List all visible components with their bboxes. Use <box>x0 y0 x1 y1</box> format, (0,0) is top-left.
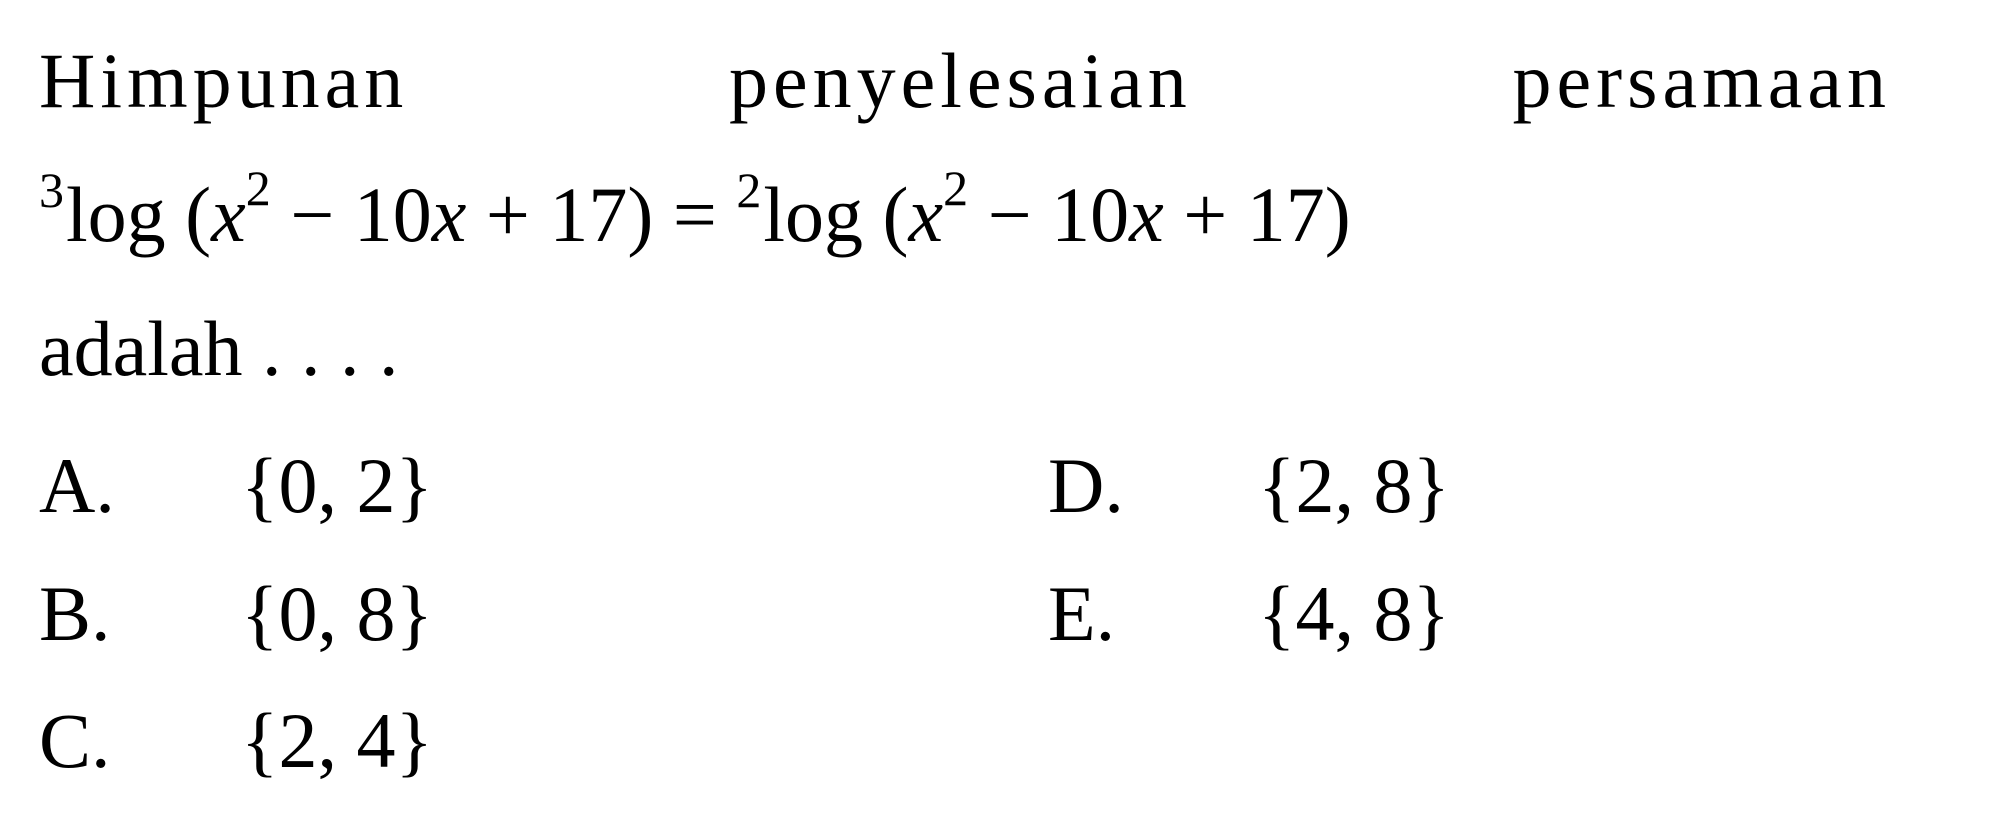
exponent: 2 <box>245 160 271 216</box>
option-value: {2, 8} <box>1258 442 1450 529</box>
variable-x: x <box>211 171 246 258</box>
term-tail: + 17) <box>466 171 654 258</box>
term-mid: − 10 <box>270 171 432 258</box>
question-line-3: adalah . . . . <box>39 305 399 392</box>
option-value: {0, 8} <box>241 570 433 657</box>
option-letter: D. <box>1048 442 1124 529</box>
exponent: 2 <box>943 160 969 216</box>
question-word: Himpunan <box>39 37 409 124</box>
option-c[interactable] <box>39 697 433 784</box>
option-letter: E. <box>1048 570 1116 657</box>
term-mid: − 10 <box>968 171 1130 258</box>
option-value: {0, 2} <box>241 442 433 529</box>
option-value: {2, 4} <box>241 697 433 784</box>
option-letter: C. <box>39 697 111 784</box>
option-d[interactable] <box>1048 442 1450 529</box>
variable-x: x <box>431 171 467 258</box>
option-a[interactable] <box>39 442 433 529</box>
equation <box>39 160 1351 258</box>
option-value: {4, 8} <box>1258 570 1450 657</box>
option-letter: B. <box>39 570 111 657</box>
question-line-1 <box>39 37 1891 124</box>
option-b[interactable] <box>39 570 433 657</box>
variable-x: x <box>1129 171 1164 258</box>
option-letter: A. <box>39 442 115 529</box>
term-tail: + 17) <box>1163 171 1351 258</box>
log-right: log <box>763 171 864 258</box>
option-e[interactable] <box>1048 570 1450 657</box>
equals-sign: = <box>653 171 737 258</box>
log-left: log <box>66 171 166 258</box>
question-word: penyelesaian <box>729 37 1192 124</box>
variable-x: x <box>908 171 944 258</box>
log-base-left: 3 <box>39 162 64 218</box>
question-word: persamaan <box>1512 37 1891 124</box>
log-base-right: 2 <box>736 162 762 218</box>
paren-open-left: ( <box>185 171 212 258</box>
paren-open-right: ( <box>882 171 909 258</box>
